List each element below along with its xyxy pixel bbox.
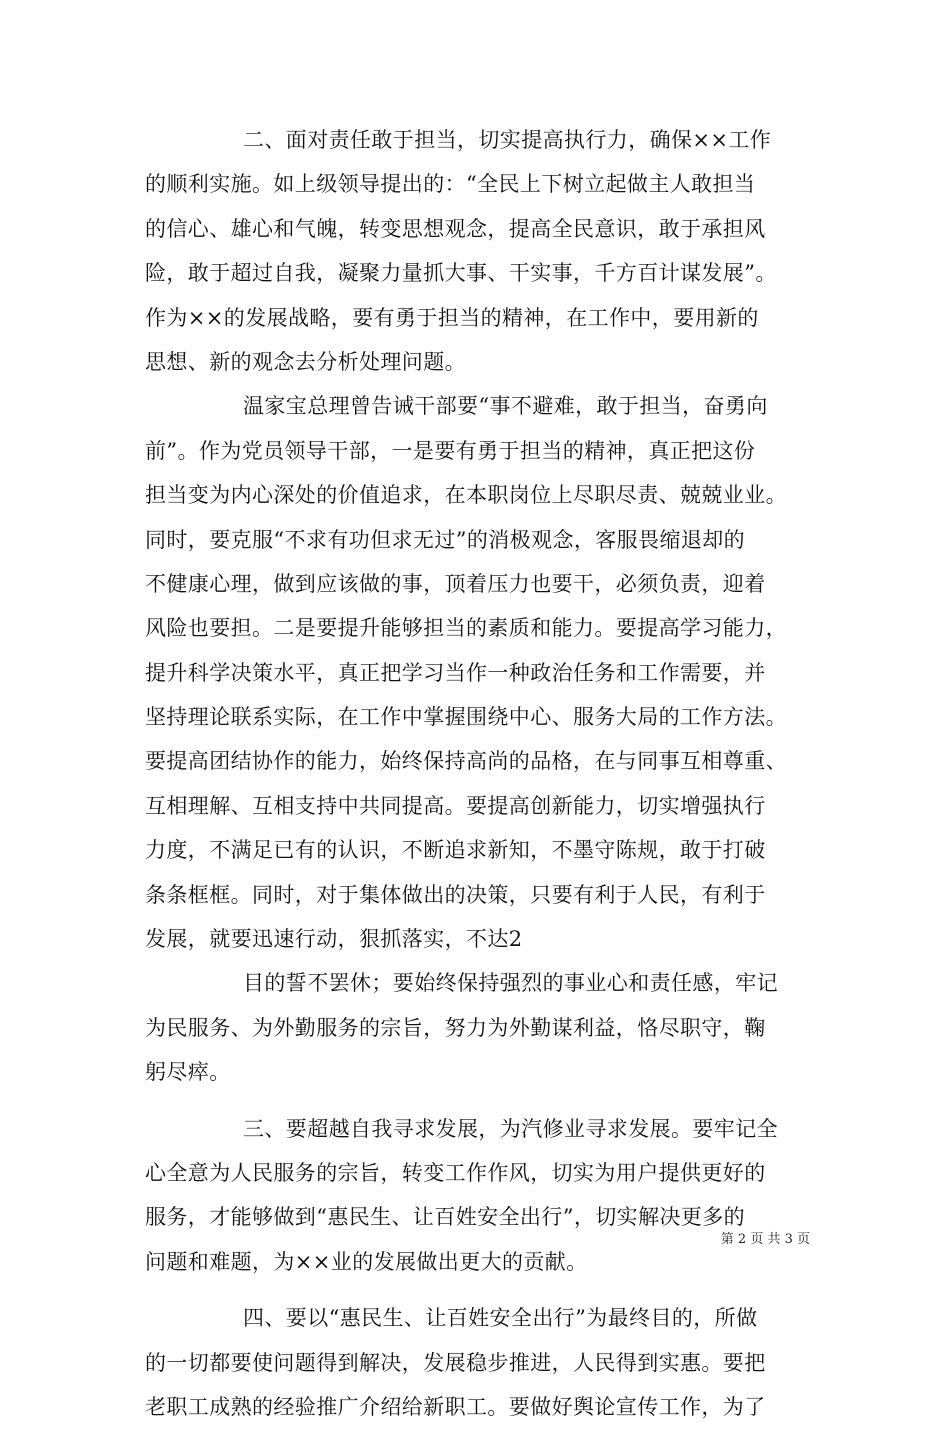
text-line: 思想、新的观念去分析处理问题。 xyxy=(145,349,466,374)
text-line: 问题和难题，为××业的发展做出更大的贡献。 xyxy=(145,1249,588,1274)
text-line: 老职工成熟的经验推广介绍给新职工。要做好舆论宣传工作，为了 xyxy=(145,1394,766,1419)
text-line: 力度，不满足已有的认识，不断追求新知，不墨守陈规，敢于打破 xyxy=(145,838,766,863)
text-line: 坚持理论联系实际，在工作中掌握围绕中心、服务大局的工作方法。 xyxy=(145,705,787,730)
text-line: 的顺利实施。如上级领导提出的：“全民上下树立起做主人敢担当 xyxy=(145,172,756,197)
text-line: 作为××的发展战略，要有勇于担当的精神，在工作中，要用新的 xyxy=(145,305,759,330)
text-line: 温家宝总理曾告诫干部要“事不避难，敢于担当，奋勇向 xyxy=(243,394,768,419)
text-line: 同时，要克服“不求有功但求无过”的消极观念，客服畏缩退却的 xyxy=(145,527,746,552)
text-line: 险，敢于超过自我，凝聚力量抓大事、干实事，千方百计谋发展”。 xyxy=(145,261,777,286)
text-line: 服务，才能够做到“惠民生、让百姓安全出行”，切实解决更多的 xyxy=(145,1205,746,1230)
text-line: 的一切都要使问题得到解决，发展稳步推进，人民得到实惠。要把 xyxy=(145,1350,766,1375)
paragraph-5 xyxy=(145,1296,835,1429)
text-line: 要提高团结协作的能力，始终保持高尚的品格，在与同事互相尊重、 xyxy=(145,749,787,774)
text-line: 躬尽瘁。 xyxy=(145,1060,231,1085)
text-line: 互相理解、互相支持中共同提高。要提高创新能力，切实增强执行 xyxy=(145,793,766,818)
text-line: 担当变为内心深处的价值追求，在本职岗位上尽职尽责、兢兢业业。 xyxy=(145,483,787,508)
text-line: 三、要超越自我寻求发展，为汽修业寻求发展。要牢记全 xyxy=(243,1116,778,1141)
text-line: 目的誓不罢休；要始终保持强烈的事业心和责任感，牢记 xyxy=(243,971,778,996)
text-line: 风险也要担。二是要提升能够担当的素质和能力。要提高学习能力， xyxy=(145,616,787,641)
text-line: 发展，就要迅速行动，狠抓落实，不达2 xyxy=(145,927,523,952)
text-line: 心全意为人民服务的宗旨，转变工作作风，切实为用户提供更好的 xyxy=(145,1160,766,1185)
paragraph-3 xyxy=(145,961,835,1094)
text-line: 为民服务、为外勤服务的宗旨，努力为外勤谋利益，恪尽职守，鞠 xyxy=(145,1015,766,1040)
page-number-footer: 第 2 页 共 3 页 xyxy=(720,1232,810,1247)
text-line: 的信心、雄心和气魄，转变思想观念，提高全民意识，敢于承担风 xyxy=(145,216,766,241)
text-line: 二、面对责任敢于担当，切实提高执行力，确保××工作 xyxy=(243,128,772,152)
text-line: 四、要以“惠民生、让百姓安全出行”为最终目的，所做 xyxy=(243,1306,758,1331)
paragraph-1 xyxy=(145,118,835,384)
paragraph-spacer xyxy=(145,1284,835,1296)
paragraph-2 xyxy=(145,384,835,961)
paragraph-4 xyxy=(145,1107,835,1285)
text-line: 前”。作为党员领导干部，一是要有勇于担当的精神，真正把这份 xyxy=(145,438,756,463)
text-line: 条条框框。同时，对于集体做出的决策，只要有利于人民，有利于 xyxy=(145,882,766,907)
text-line: 不健康心理，做到应该做的事，顶着压力也要干，必须负责，迎着 xyxy=(145,571,766,596)
text-line: 提升科学决策水平，真正把学习当作一种政治任务和工作需要，并 xyxy=(145,660,766,685)
paragraph-spacer xyxy=(145,1095,835,1107)
